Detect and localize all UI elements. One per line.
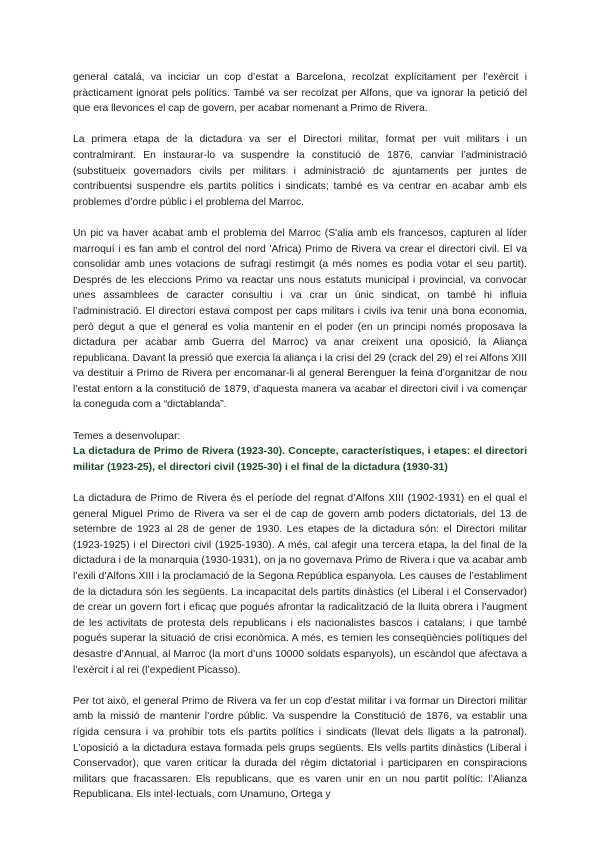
section-heading: La dictadura de Primo de Rivera (1923-30). Concepte, característiques, i etapes: el directori militar (1923-25), el directori civil (1925-30) i el final de la dictadura (1930-31): [73, 446, 527, 473]
paragraph-civil-directory: Un pic va haver acabat amb el problema del Marroc (S'alia amb els francesos, capturen al líder marroquí i es fan amb el control del nord 'Africa) Primo de Rivera va crear el directori civil. El va consolidar amb unes votacions de sufragi restimgit (a més nomes es podia votar el seu partit). Després de les eleccions Primo va reactar uns nous estatuts municipal i provincial, va convocar unes assamblees de caracter consultiu i va crar un únic sindicat, on també hi influia l’administració. El directori estava compost per caps militars i civils iva tenir una bona economia, però degut a que el general es volia mantenir en el poder (en un principi només proposava la dictadura per acabar amb Guerra del Marroc) va anar creixent una oposició, la Aliança republicana. Davant la pressió que exercia la aliança i la crisi del 29 (crack del 29) el rei Alfons XIII va destituir a Primo de Rivera per encomanar-li al general Berenguer la feina d’organitzar de nou l’estat entorn a la constitució de 1879, d’aquesta manera va acabar el directori civil i va començar la coneguda com a “dictablanda”.: [73, 227, 527, 411]
paragraph-dictatorship-overview: La dictadura de Primo de Rivera és el període del regnat d’Alfons XIII (1902-1931) en el qual el general Miguel Primo de Rivera va ser el de cap de govern amb poders dictatorials, del 13 de setembre de 1923 al 28 de gener de 1930. Les etapes de la dictadura són: el Directori militar (1923-1925) i el Directori civil (1925-1930). A més, cal afegir una tercera etapa, la del final de la dictadura i de la monarquia (1930-1931), on ja no governava Primo de Rivera i que va acabar amb l’exili d’Alfons XIII i la proclamació de la Segona República espanyola. Les causes de l’establiment de la dictadura són les següents. La incapacitat dels partits dinàstics (el Liberal i el Conservador) de crear un govern fort i eficaç que pogués afrontar la radicalització de la lluita obrera i l’augment de les activitats de protesta dels republicans i els nacionalistes bascos i catalans; i que també pogués superar la situació de crisi econòmica. A més, es temien les conseqüències polítiques del desastre d’Annual, al Marroc (la mort d’uns 10000 soldats espanyols), un escàndol que afectava a l’exèrcit i al rei (l’expedient Picasso).: [73, 493, 527, 676]
paragraph-military-directory: La primera etapa de la dictadura va ser el Directori militar, format per vuit militars i un contralmirant. En instaurar-lo va suspendre la constitució de 1876, canviar l’administració (substitueix governadors civils per militars i administració dc ajuntaments per juntes de contribuentsi suspendre els partits polítics i sindicats; també es va centrar en acabar amb els problemes d’ordre públic i el problema del Marroc.: [73, 134, 527, 208]
paragraph-coup-and-opposition: Per tot això, el general Primo de Rivera va fer un cop d’estat militar i va formar un Directori militar amb la missió de mantenir l’ordre públic. Va suspendre la Constitució de 1876, va establir una rígida censura i va prohibir tots els partits polítics i sindicats (llevat dels lligats a la patronal). L’oposició a la dictadura estava formada pels grups següents. Els vells partits dinàstics (Liberal i Conservador), que varen criticar la durada del règim dictatorial i participaren en conspiracions militars que fracassaren. Els republicans, que es varen unir en un nou partit polític: l’Alianza Republicana. Els intel·lectuals, com Unamuno, Ortega y: [73, 695, 527, 801]
topics-label: Temes a desenvolupar:: [73, 430, 181, 442]
document-page: [73, 70, 527, 819]
paragraph-coup-intro: general catalá, va inciciar un cop d’estat a Barcelona, recolzat explícitament per l’exèrcit i pràcticament ignorat pels polítics. També va ser recolzat per Alfons, que va ignorar la petició del que era llevonces el cap de govern, per acabar nomenant a Primo de Rivera.: [73, 72, 527, 115]
